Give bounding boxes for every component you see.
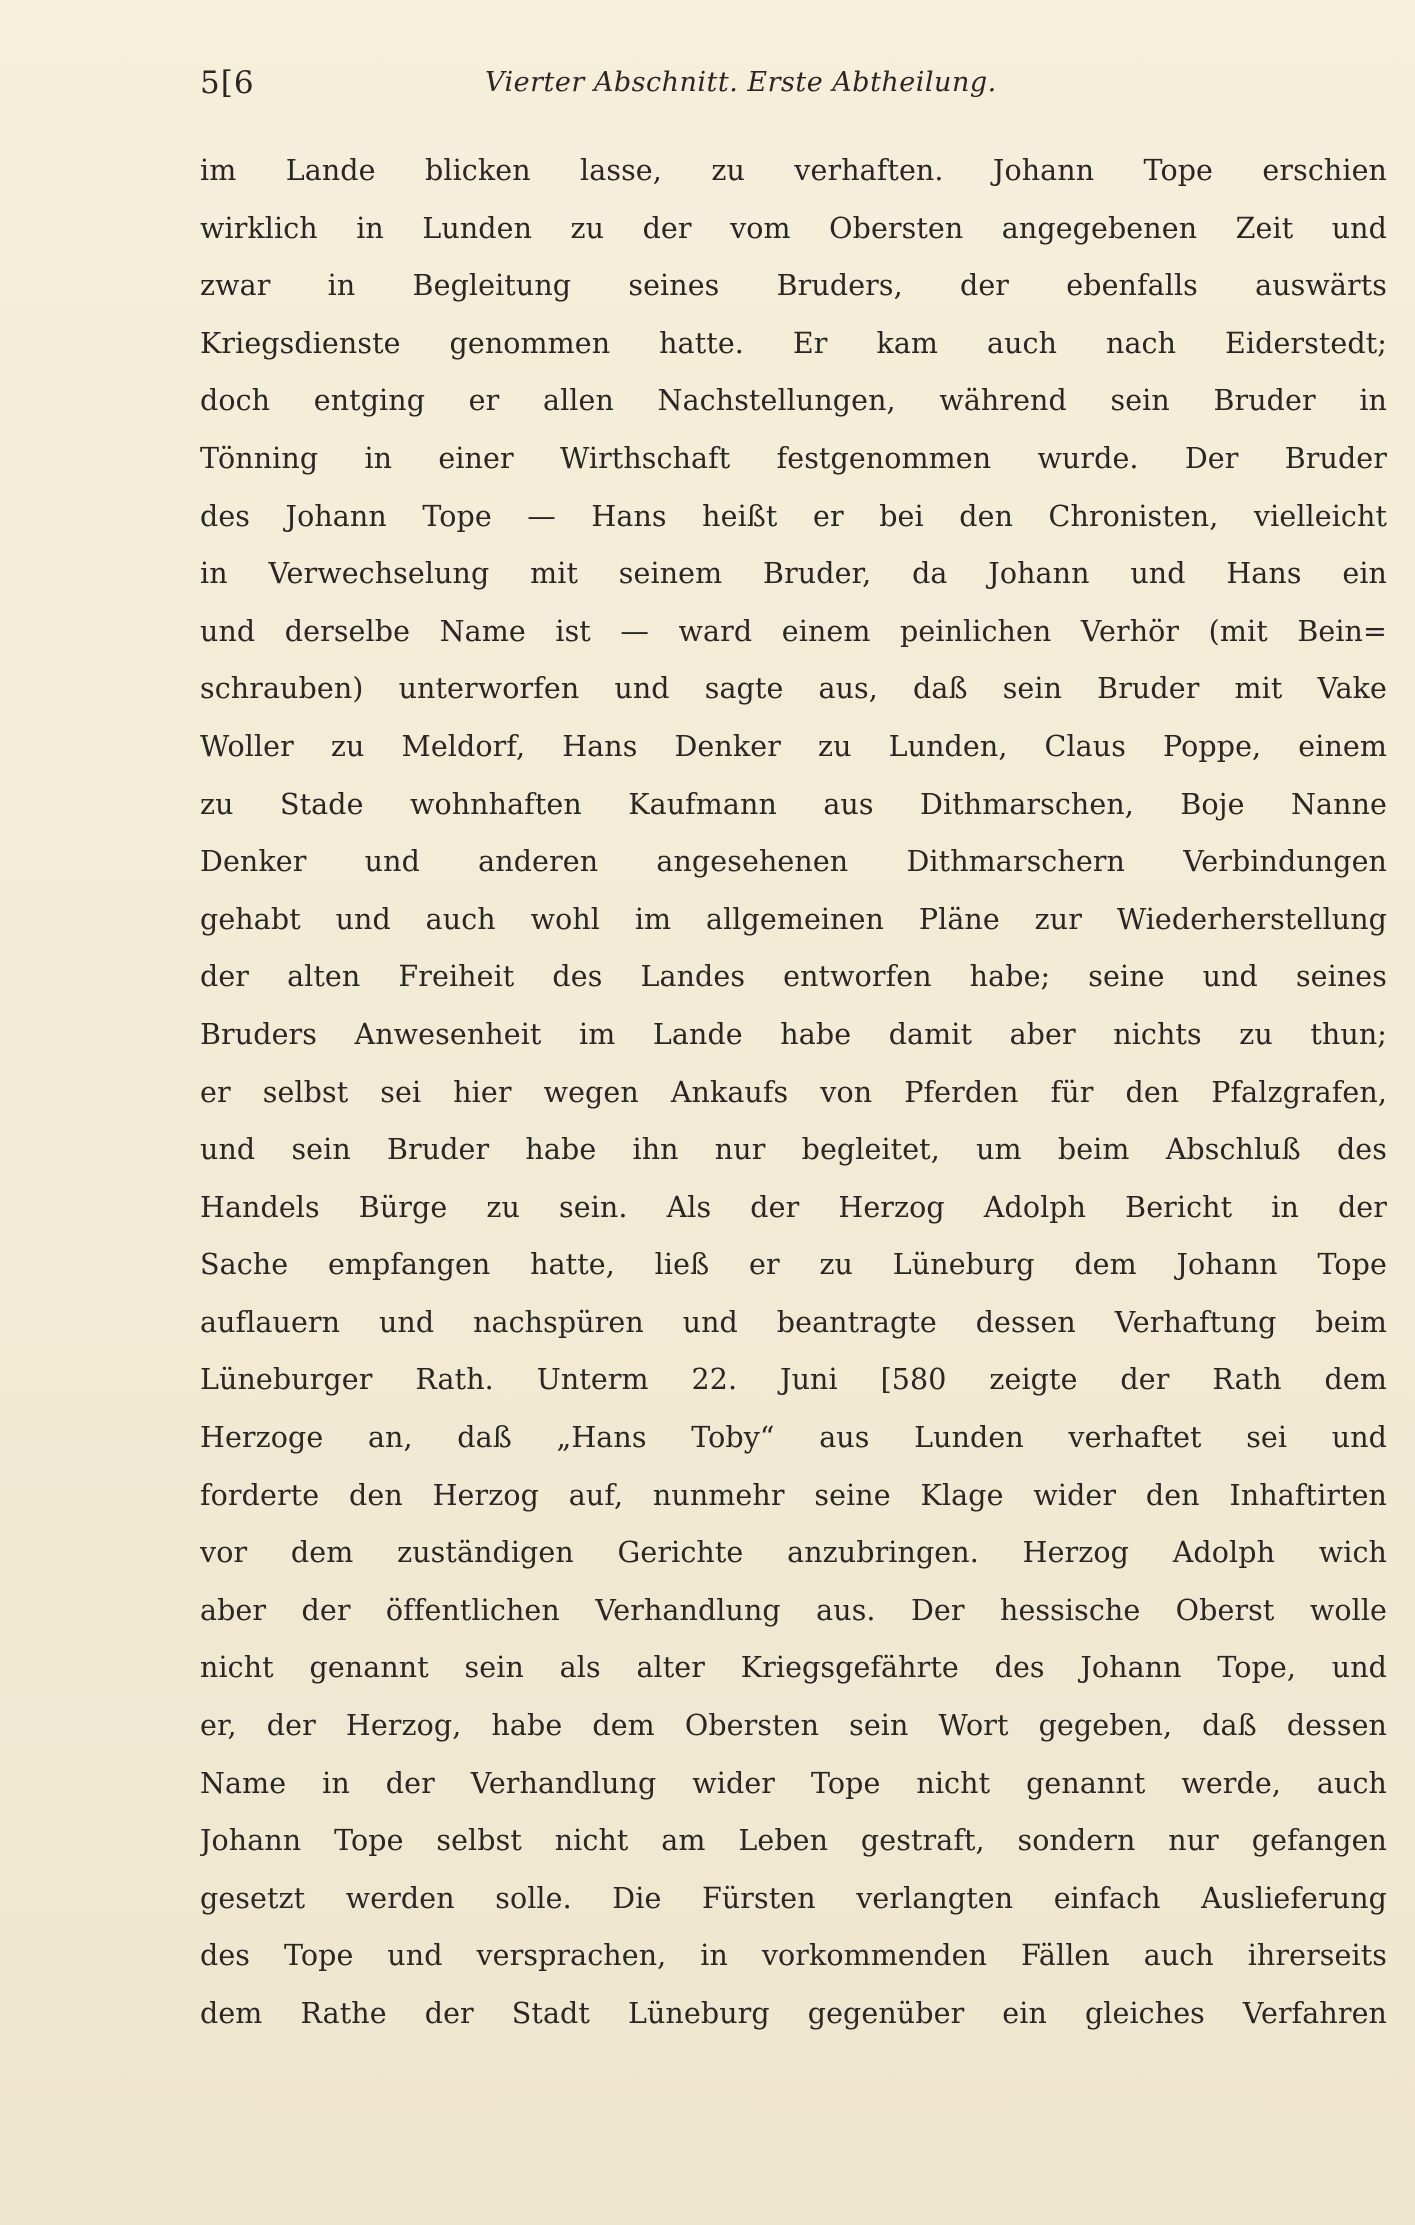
text-line: er selbst sei hier wegen Ankaufs von Pferden für den Pfalzgrafen, [200, 1075, 1387, 1109]
text-line: Sache empfangen hatte, ließ er zu Lüneburg dem Johann Tope [200, 1248, 1387, 1282]
text-line: und derselbe Name ist — ward einem peinlichen Verhör (mit Bein= [200, 614, 1387, 648]
text-line: aber der öffentlichen Verhandlung aus. Der hessische Oberst wolle [200, 1593, 1387, 1627]
text-line: der alten Freiheit des Landes entworfen habe; seine und seines [200, 960, 1387, 994]
text-line: forderte den Herzog auf, nunmehr seine Klage wider den Inhaftirten [200, 1478, 1387, 1512]
text-line: gesetzt werden solle. Die Fürsten verlangten einfach Auslieferung [200, 1881, 1387, 1915]
text-line: auflauern und nachspüren und beantragte dessen Verhaftung beim [200, 1305, 1387, 1339]
text-line: Tönning in einer Wirthschaft festgenommen wurde. Der Bruder [200, 441, 1387, 475]
page-header [200, 58, 1320, 108]
text-line: in Verwechselung mit seinem Bruder, da Johann und Hans ein [200, 557, 1387, 591]
text-line: des Tope und versprachen, in vorkommenden Fällen auch ihrerseits [200, 1939, 1387, 1973]
text-line: Name in der Verhandlung wider Tope nicht genannt werde, auch [200, 1766, 1387, 1800]
text-line: Johann Tope selbst nicht am Leben gestraft, sondern nur gefangen [200, 1824, 1387, 1858]
text-line: Woller zu Meldorf, Hans Denker zu Lunden, Claus Poppe, einem [200, 729, 1387, 763]
text-line: schrauben) unterworfen und sagte aus, daß sein Bruder mit Vake [200, 672, 1387, 706]
text-line: dem Rathe der Stadt Lüneburg gegenüber ein gleiches Verfahren [200, 1997, 1387, 2030]
text-line: Lüneburger Rath. Unterm 22. Juni [580 zeigte der Rath dem [200, 1363, 1387, 1397]
text-line: Kriegsdienste genommen hatte. Er kam auch nach Eiderstedt; [200, 326, 1387, 360]
text-line: und sein Bruder habe ihn nur begleitet, um beim Abschluß des [200, 1133, 1387, 1167]
text-line: doch entging er allen Nachstellungen, während sein Bruder in [200, 384, 1387, 418]
text-line: gehabt und auch wohl im allgemeinen Pläne zur Wiederherstellung [200, 902, 1387, 936]
text-line: Denker und anderen angesehenen Dithmarschern Verbindungen [200, 845, 1387, 879]
text-line: vor dem zuständigen Gerichte anzubringen. Herzog Adolph wich [200, 1536, 1387, 1570]
text-line: wirklich in Lunden zu der vom Obersten angegebenen Zeit und [200, 211, 1387, 245]
text-line: zwar in Begleitung seines Bruders, der ebenfalls auswärts [200, 269, 1387, 303]
body-text [200, 142, 1387, 2043]
running-head: Vierter Abschnitt. Erste Abtheilung. [485, 67, 997, 98]
text-line: nicht genannt sein als alter Kriegsgefährte des Johann Tope, und [200, 1651, 1387, 1685]
text-line: Herzoge an, daß „Hans Toby“ aus Lunden verhaftet sei und [200, 1421, 1387, 1455]
text-line: des Johann Tope — Hans heißt er bei den Chronisten, vielleicht [200, 499, 1387, 533]
text-line: Bruders Anwesenheit im Lande habe damit aber nichts zu thun; [200, 1017, 1387, 1051]
text-line: er, der Herzog, habe dem Obersten sein Wort gegeben, daß dessen [200, 1709, 1387, 1743]
page-number: 5[6 [200, 65, 255, 101]
text-line: Handels Bürge zu sein. Als der Herzog Adolph Bericht in der [200, 1190, 1387, 1224]
text-line: zu Stade wohnhaften Kaufmann aus Dithmarschen, Boje Nanne [200, 787, 1387, 821]
text-line: im Lande blicken lasse, zu verhaften. Johann Tope erschien [200, 154, 1387, 187]
